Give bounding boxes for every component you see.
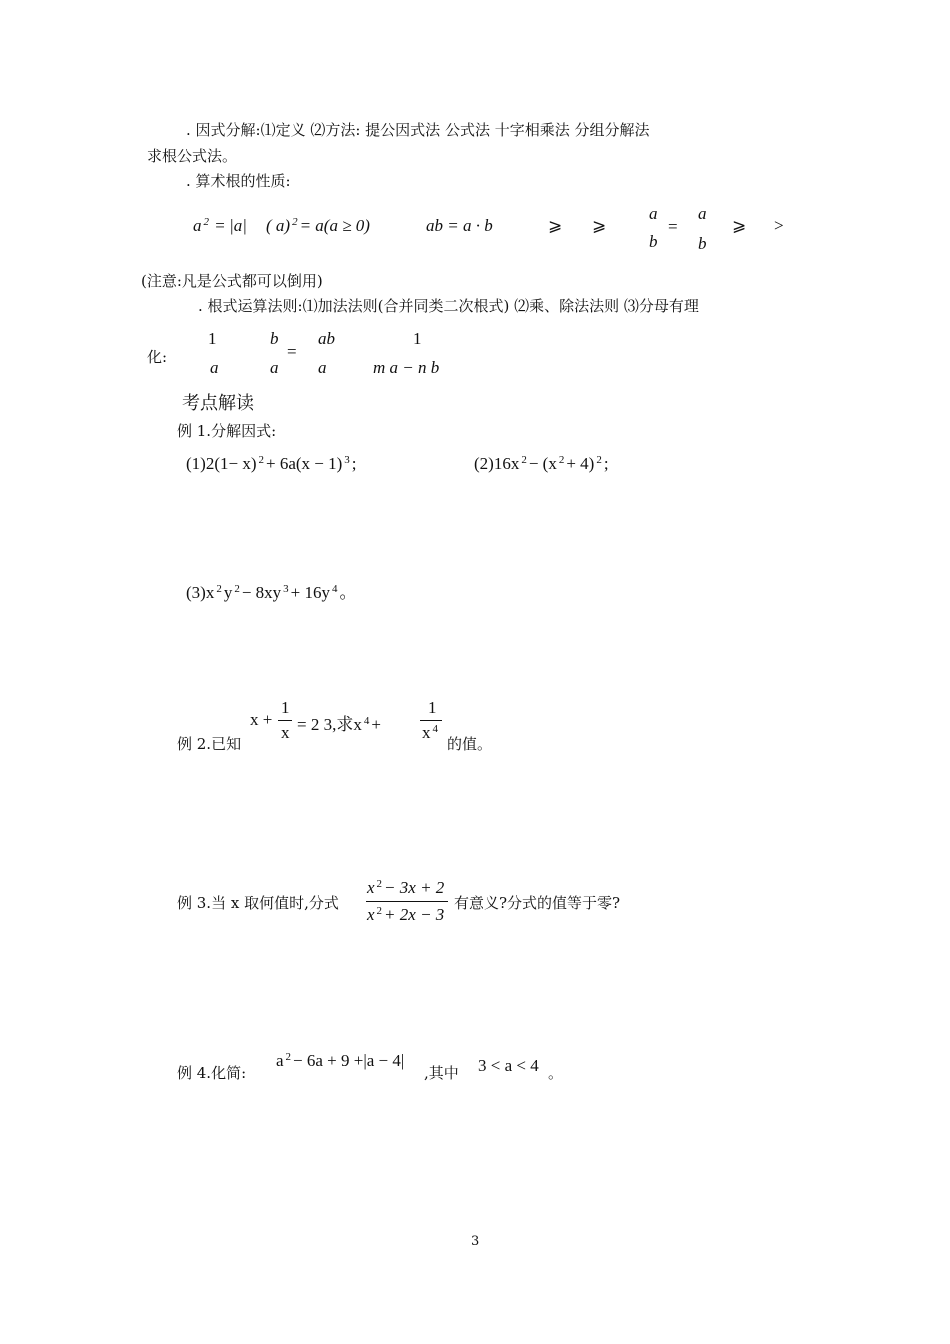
rational-1-den: a bbox=[210, 358, 219, 377]
example-2-frac2-den: x $^4$ bbox=[422, 723, 438, 742]
example-1-part-2: (2)16x $^2$ − (x $^2$ + 4) $^2$ ; bbox=[474, 454, 609, 473]
rational-2-den: a bbox=[270, 358, 279, 377]
rational-3-den: m a − n b bbox=[373, 358, 440, 377]
example-2-title: 例 2.已知 bbox=[177, 735, 242, 753]
formula-product-cond-2: ⩾ bbox=[592, 216, 607, 235]
example-4-end: 。 bbox=[548, 1064, 564, 1082]
hua-label: 化: bbox=[147, 348, 168, 366]
note-text: (注意:凡是公式都可以倒用) bbox=[141, 272, 323, 290]
formula-quotient-num-left: a bbox=[649, 204, 658, 223]
example-3-tail: 有意义?分式的值等于零? bbox=[454, 894, 621, 912]
section-heading: 考点解读 bbox=[182, 393, 254, 414]
rational-3-num: 1 bbox=[413, 329, 422, 348]
factor-line: . 因式分解:⑴定义 ⑵方法: 提公因式法 公式法 十字相乘法 分组分解法 bbox=[186, 121, 650, 139]
example-3-frac-bar bbox=[366, 901, 448, 902]
example-2-frac2-num: 1 bbox=[428, 698, 437, 717]
page-number: 3 bbox=[471, 1234, 480, 1249]
rational-2-den-right: a bbox=[318, 358, 327, 377]
example-1-part-3: (3)x $^2$ y $^2$ − 8xy $^3$ + 16y $^4$ 。 bbox=[186, 583, 357, 602]
example-2-tail: 的值。 bbox=[447, 735, 493, 753]
rational-2-num-right: ab bbox=[318, 329, 335, 348]
example-2-frac-num: 1 bbox=[281, 698, 290, 717]
example-3-denominator: x $^2$ + 2x − 3 bbox=[367, 905, 445, 924]
example-1-title: 例 1.分解因式: bbox=[177, 422, 277, 440]
example-4-condition: 3 < a < 4 bbox=[478, 1056, 539, 1075]
rational-2-eq: = bbox=[287, 342, 297, 361]
example-3-numerator: x $^2$ − 3x + 2 bbox=[367, 878, 445, 897]
example-2-frac-bar bbox=[278, 720, 292, 721]
example-4-title: 例 4.化简: bbox=[177, 1064, 247, 1082]
example-4-mid: ,其中 bbox=[424, 1064, 459, 1082]
sqrt-properties-heading: . 算术根的性质: bbox=[186, 172, 291, 190]
formula-quotient-den-right: b bbox=[698, 234, 707, 253]
example-2-lhs: x + bbox=[250, 710, 273, 729]
formula-quotient-cond-1: ⩾ bbox=[732, 216, 747, 235]
formula-quotient-cond-2: > bbox=[774, 216, 784, 235]
formula-sqrt-squared: ( a) $^2$ = a(a ≥ 0) bbox=[266, 216, 370, 235]
example-2-frac-den: x bbox=[281, 723, 290, 742]
formula-quotient-den-left: b bbox=[649, 232, 658, 251]
formula-product: ab = a · b bbox=[426, 216, 493, 235]
formula-a-squared: a $^2$ = |a| bbox=[193, 216, 247, 235]
example-2-frac2-bar bbox=[420, 720, 442, 721]
example-1-part-1: (1)2(1− x) $^2$ + 6a(x − 1) $^3$ ; bbox=[186, 454, 357, 473]
rational-1-num: 1 bbox=[208, 329, 217, 348]
example-2-rhs: = 2 3,求x $^4$ + bbox=[297, 715, 381, 734]
rational-2-num: b bbox=[270, 329, 279, 348]
radical-rules-line: . 根式运算法则:⑴加法法则(合并同类二次根式) ⑵乘、除法法则 ⑶分母有理 bbox=[198, 297, 699, 315]
formula-product-cond-1: ⩾ bbox=[548, 216, 563, 235]
example-4-expression: a $^2$ − 6a + 9 +|a − 4| bbox=[276, 1051, 405, 1070]
example-3-title: 例 3.当 x 取何值时,分式 bbox=[177, 894, 339, 912]
formula-quotient-num-right: a bbox=[698, 204, 707, 223]
factor-continued: 求根公式法。 bbox=[147, 147, 238, 165]
formula-quotient-eq: = bbox=[668, 217, 678, 236]
